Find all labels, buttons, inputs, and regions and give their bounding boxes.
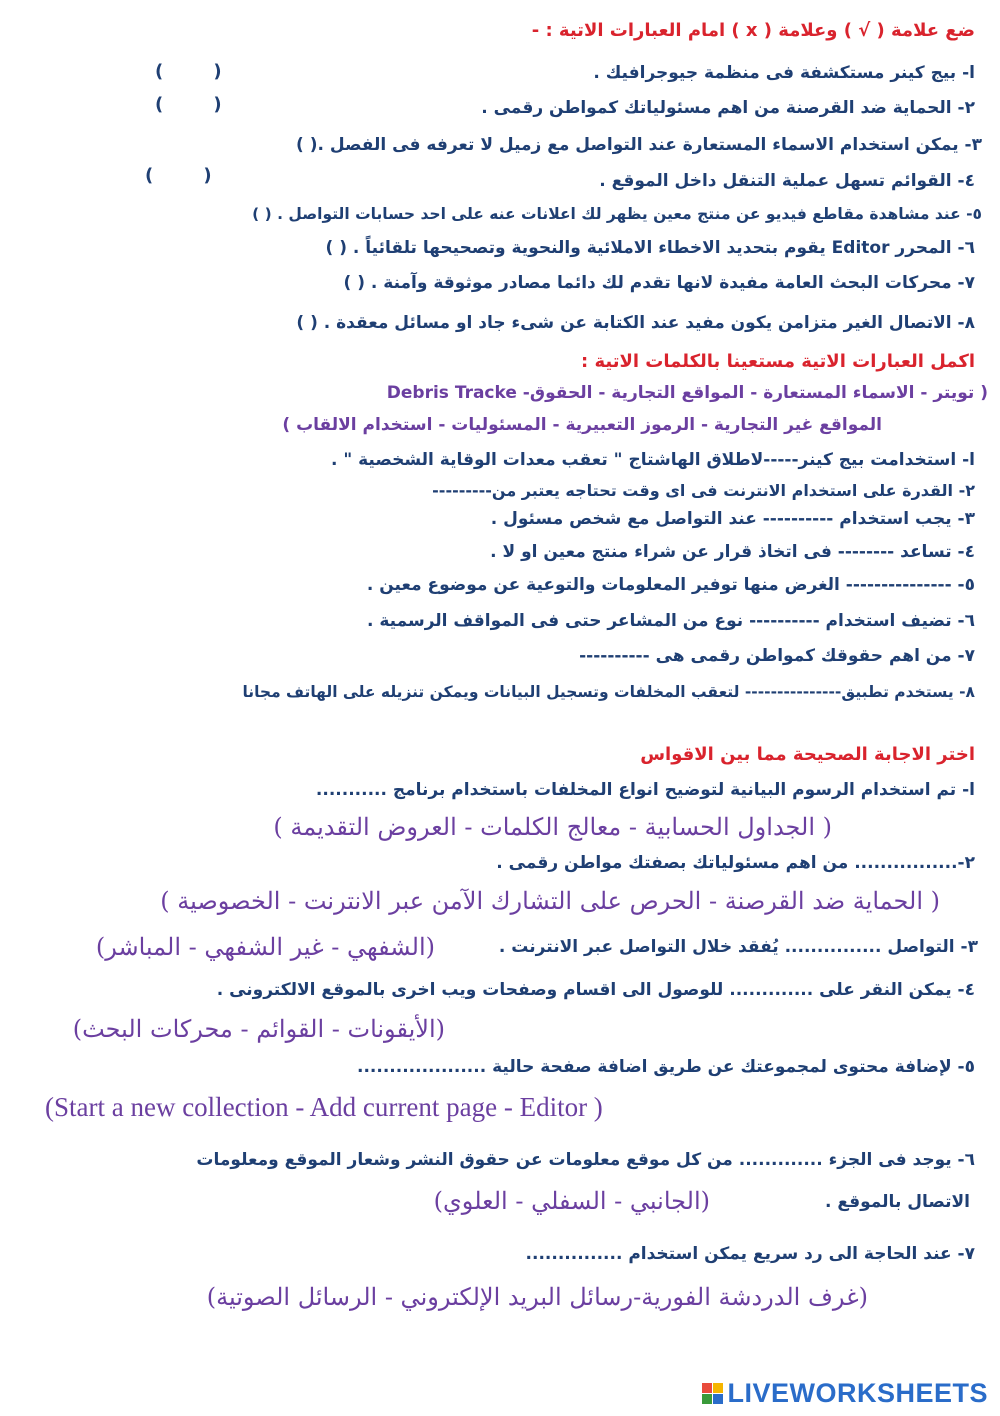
mc-question-6: ٦- يوجد فى الجزء ............. من كل موقع معلومات عن حقوق النشر وشعار الموقع ومعلومات xyxy=(196,1150,975,1170)
logo-text: LIVEWORKSHEETS xyxy=(727,1378,988,1408)
fill-item-3: ٣- يجب استخدام ---------- عند التواصل مع شخص مسئول . xyxy=(490,509,975,529)
section2-heading: اكمل العبارات الاتية مستعينا بالكلمات الاتية : xyxy=(580,351,975,372)
section3-heading: اختر الاجابة الصحيحة مما بين الاقواس xyxy=(640,744,975,765)
fill-item-7: ٧- من اهم حقوقك كمواطن رقمى هى ---------- xyxy=(579,646,975,666)
tf-item-6: ٦- المحرر Editor يقوم بتحديد الاخطاء الاملائية والنحوية وتصحيحها تلقائياً . ( ) xyxy=(325,238,975,258)
tf-item-7: ٧- محركات البحث العامة مفيدة لانها تقدم لك دائما مصادر موثوقة وآمنة . ( ) xyxy=(343,273,975,293)
logo-mark-blue xyxy=(713,1394,723,1404)
section1-heading: ضع علامة ( √ ) وعلامة ( x ) امام العبارات الاتية : - xyxy=(531,20,975,41)
mc-question-3: ٣- التواصل ............... يُفقد خلال التواصل عبر الانترنت . xyxy=(498,937,978,957)
fill-item-2: ٢- القدرة على استخدام الانترنت فى اى وقت تحتاجه يعتبر من--------- xyxy=(432,481,975,500)
liveworksheets-logo xyxy=(702,1378,988,1409)
tf-blank-1[interactable]: ( ) xyxy=(155,61,222,82)
mc-options-4[interactable]: (الأيقونات - القوائم - محركات البحث) xyxy=(72,1015,445,1043)
mc-question-7: ٧- عند الحاجة الى رد سريع يمكن استخدام ............... xyxy=(525,1244,975,1264)
liveworksheets-logo-icon xyxy=(702,1383,723,1404)
tf-blank-4[interactable]: ( ) xyxy=(145,165,212,186)
mc-options-6[interactable]: (الجانبي - السفلي - العلوي) xyxy=(433,1187,710,1215)
tf-item-3: ٣- يمكن استخدام الاسماء المستعارة عند التواصل مع زميل لا تعرفه فى الفصل .( ) xyxy=(296,135,982,155)
tf-blank-2[interactable]: ( ) xyxy=(155,94,222,115)
mc-options-1[interactable]: ( الجداول الحسابية - معالج الكلمات - العروض التقديمة ) xyxy=(273,813,832,841)
logo-mark-red xyxy=(702,1383,712,1393)
tf-item-4: ٤- القوائم تسهل عملية التنقل داخل الموقع . xyxy=(599,171,975,191)
mc-options-5[interactable]: (Start a new collection - Add current page - Editor ) xyxy=(45,1092,603,1122)
fill-item-5: ٥- --------------- الغرض منها توفير المعلومات والتوعية عن موضوع معين . xyxy=(366,575,975,595)
fill-item-4: ٤- تساعد -------- فى اتخاذ قرار عن شراء منتج معين او لا . xyxy=(490,542,975,562)
fill-item-6: ٦- تضيف استخدام ---------- نوع من المشاعر حتى فى المواقف الرسمية . xyxy=(366,611,975,631)
mc-question-4: ٤- يمكن النقر على ............. للوصول الى اقسام وصفحات ويب اخرى بالموقع الالكترونى . xyxy=(216,980,975,1000)
fill-item-1: ا- استخدامت بيج كينر-----لاطلاق الهاشتاج " تعقب معدات الوقاية الشخصية " . xyxy=(330,450,975,470)
fill-item-8: ٨- يستخدم تطبيق--------------- لتعقب المخلفات وتسجيل البيانات ويمكن تنزيله على الهاتف مجانا xyxy=(242,683,975,701)
tf-item-2: ٢- الحماية ضد القرصنة من اهم مسئولياتك كمواطن رقمى . xyxy=(481,98,975,118)
mc-question-1: ا- تم استخدام الرسوم البيانية لتوضيح انواع المخلفات باستخدام برنامج ........... xyxy=(315,780,975,800)
mc-question-5: ٥- لإضافة محتوى لمجموعتك عن طريق اضافة صفحة حالية .................... xyxy=(357,1057,975,1077)
word-bank-line-2: المواقع غير التجارية - الرموز التعبيرية - المسئوليات - استخدام الالقاب ) xyxy=(282,415,882,435)
mc-question-2: ٢-................ من اهم مسئولياتك بصفتك مواطن رقمى . xyxy=(496,853,975,873)
mc-options-7[interactable]: (غرف الدردشة الفورية-رسائل البريد الإلكتروني - الرسائل الصوتية) xyxy=(206,1283,868,1311)
word-bank-line-1: ( تويتر - الاسماء المستعارة - المواقع التجارية - الحقوق- Debris Tracke xyxy=(386,383,988,403)
mc-options-3[interactable]: (الشفهي - غير الشفهي - المباشر) xyxy=(95,933,435,961)
tf-item-1: ا- بيج كينر مستكشفة فى منظمة جيوجرافيك . xyxy=(593,63,975,83)
logo-mark-yellow xyxy=(713,1383,723,1393)
mc-options-2[interactable]: ( الحماية ضد القرصنة - الحرص على التشارك الآمن عبر الانترنت - الخصوصية ) xyxy=(160,887,940,915)
logo-mark-green xyxy=(702,1394,712,1404)
tf-item-8: ٨- الاتصال الغير متزامن يكون مفيد عند الكتابة عن شىء جاد او مسائل معقدة . ( ) xyxy=(296,313,975,333)
tf-item-5: ٥- عند مشاهدة مقاطع فيديو عن منتج معين يظهر لك اعلانات عنه على احد حسابات التواصل . ( ) xyxy=(252,205,982,223)
mc-question-6-cont: الاتصال بالموقع . xyxy=(825,1192,970,1212)
